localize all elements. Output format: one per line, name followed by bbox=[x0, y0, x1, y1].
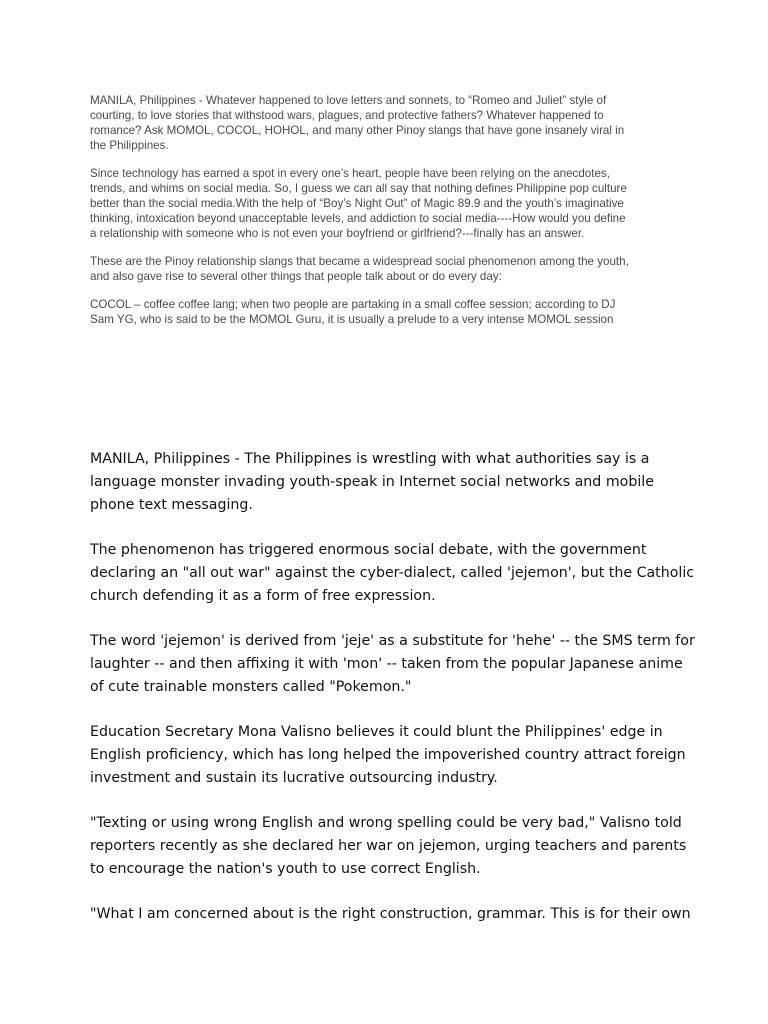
paragraph-language-monster: MANILA, Philippines - The Philippines is wrestling with what authorities say is a language monster invading youth-speak in Internet social networks and mobile phone text messaging. bbox=[90, 451, 654, 513]
article-section-romance-slangs bbox=[90, 93, 690, 340]
paragraph-slangs-intro: These are the Pinoy relationship slangs that became a widespread social phenomenon among the youth, and also gave rise to several other things that people talk about or do every day: bbox=[90, 255, 629, 283]
paragraph-quote-grammar: "What I am concerned about is the right construction, grammar. This is for their own bbox=[90, 906, 691, 922]
article-section-jejemon bbox=[90, 448, 710, 948]
paragraph-education-secretary: Education Secretary Mona Valisno believes it could blunt the Philippines' edge in English proficiency, which has long helped the impoverished country attract foreign investment and sustain its lucrative outsourcing industry. bbox=[90, 724, 686, 786]
paragraph-technology: Since technology has earned a spot in every one’s heart, people have been relying on the anecdotes, trends, and whims on social media. So, I guess we can all say that nothing defines Philippine pop culture better than the social media.With the help of “Boy’s Night Out” of Magic 89.9 and the youth’s imaginative thinking, intoxication beyond unacceptable levels, and addiction to social media----How would you define a relationship with someone who is not even your boyfriend or girlfriend?---finally has an answer. bbox=[90, 167, 627, 240]
paragraph-social-debate: The phenomenon has triggered enormous social debate, with the government declaring an "all out war" against the cyber-dialect, called 'jejemon', but the Catholic church defending it as a form of free expression. bbox=[90, 542, 695, 604]
paragraph-cocol-definition: COCOL – coffee coffee lang; when two people are partaking in a small coffee session; according to DJ Sam YG, who is said to be the MOMOL Guru, it is usually a prelude to a very intense MOMOL session bbox=[90, 298, 616, 326]
paragraph-word-origin: The word 'jejemon' is derived from 'jeje' as a substitute for 'hehe' -- the SMS term for laughter -- and then affixing it with 'mon' -- taken from the popular Japanese anime of cute trainable monsters called "Pokemon." bbox=[90, 633, 695, 695]
paragraph-intro: MANILA, Philippines - Whatever happened to love letters and sonnets, to “Romeo and Juliet” style of courting, to love stories that withstood wars, plagues, and protective fathers? Whatever happened to romance? Ask MOMOL, COCOL, HOHOL, and many other Pinoy slangs that have gone insanely viral in the Philippines. bbox=[90, 94, 625, 152]
paragraph-quote-texting: "Texting or using wrong English and wrong spelling could be very bad," Valisno told reporters recently as she declared her war on jejemon, urging teachers and parents to encourage the nation's youth to use correct English. bbox=[90, 815, 687, 877]
